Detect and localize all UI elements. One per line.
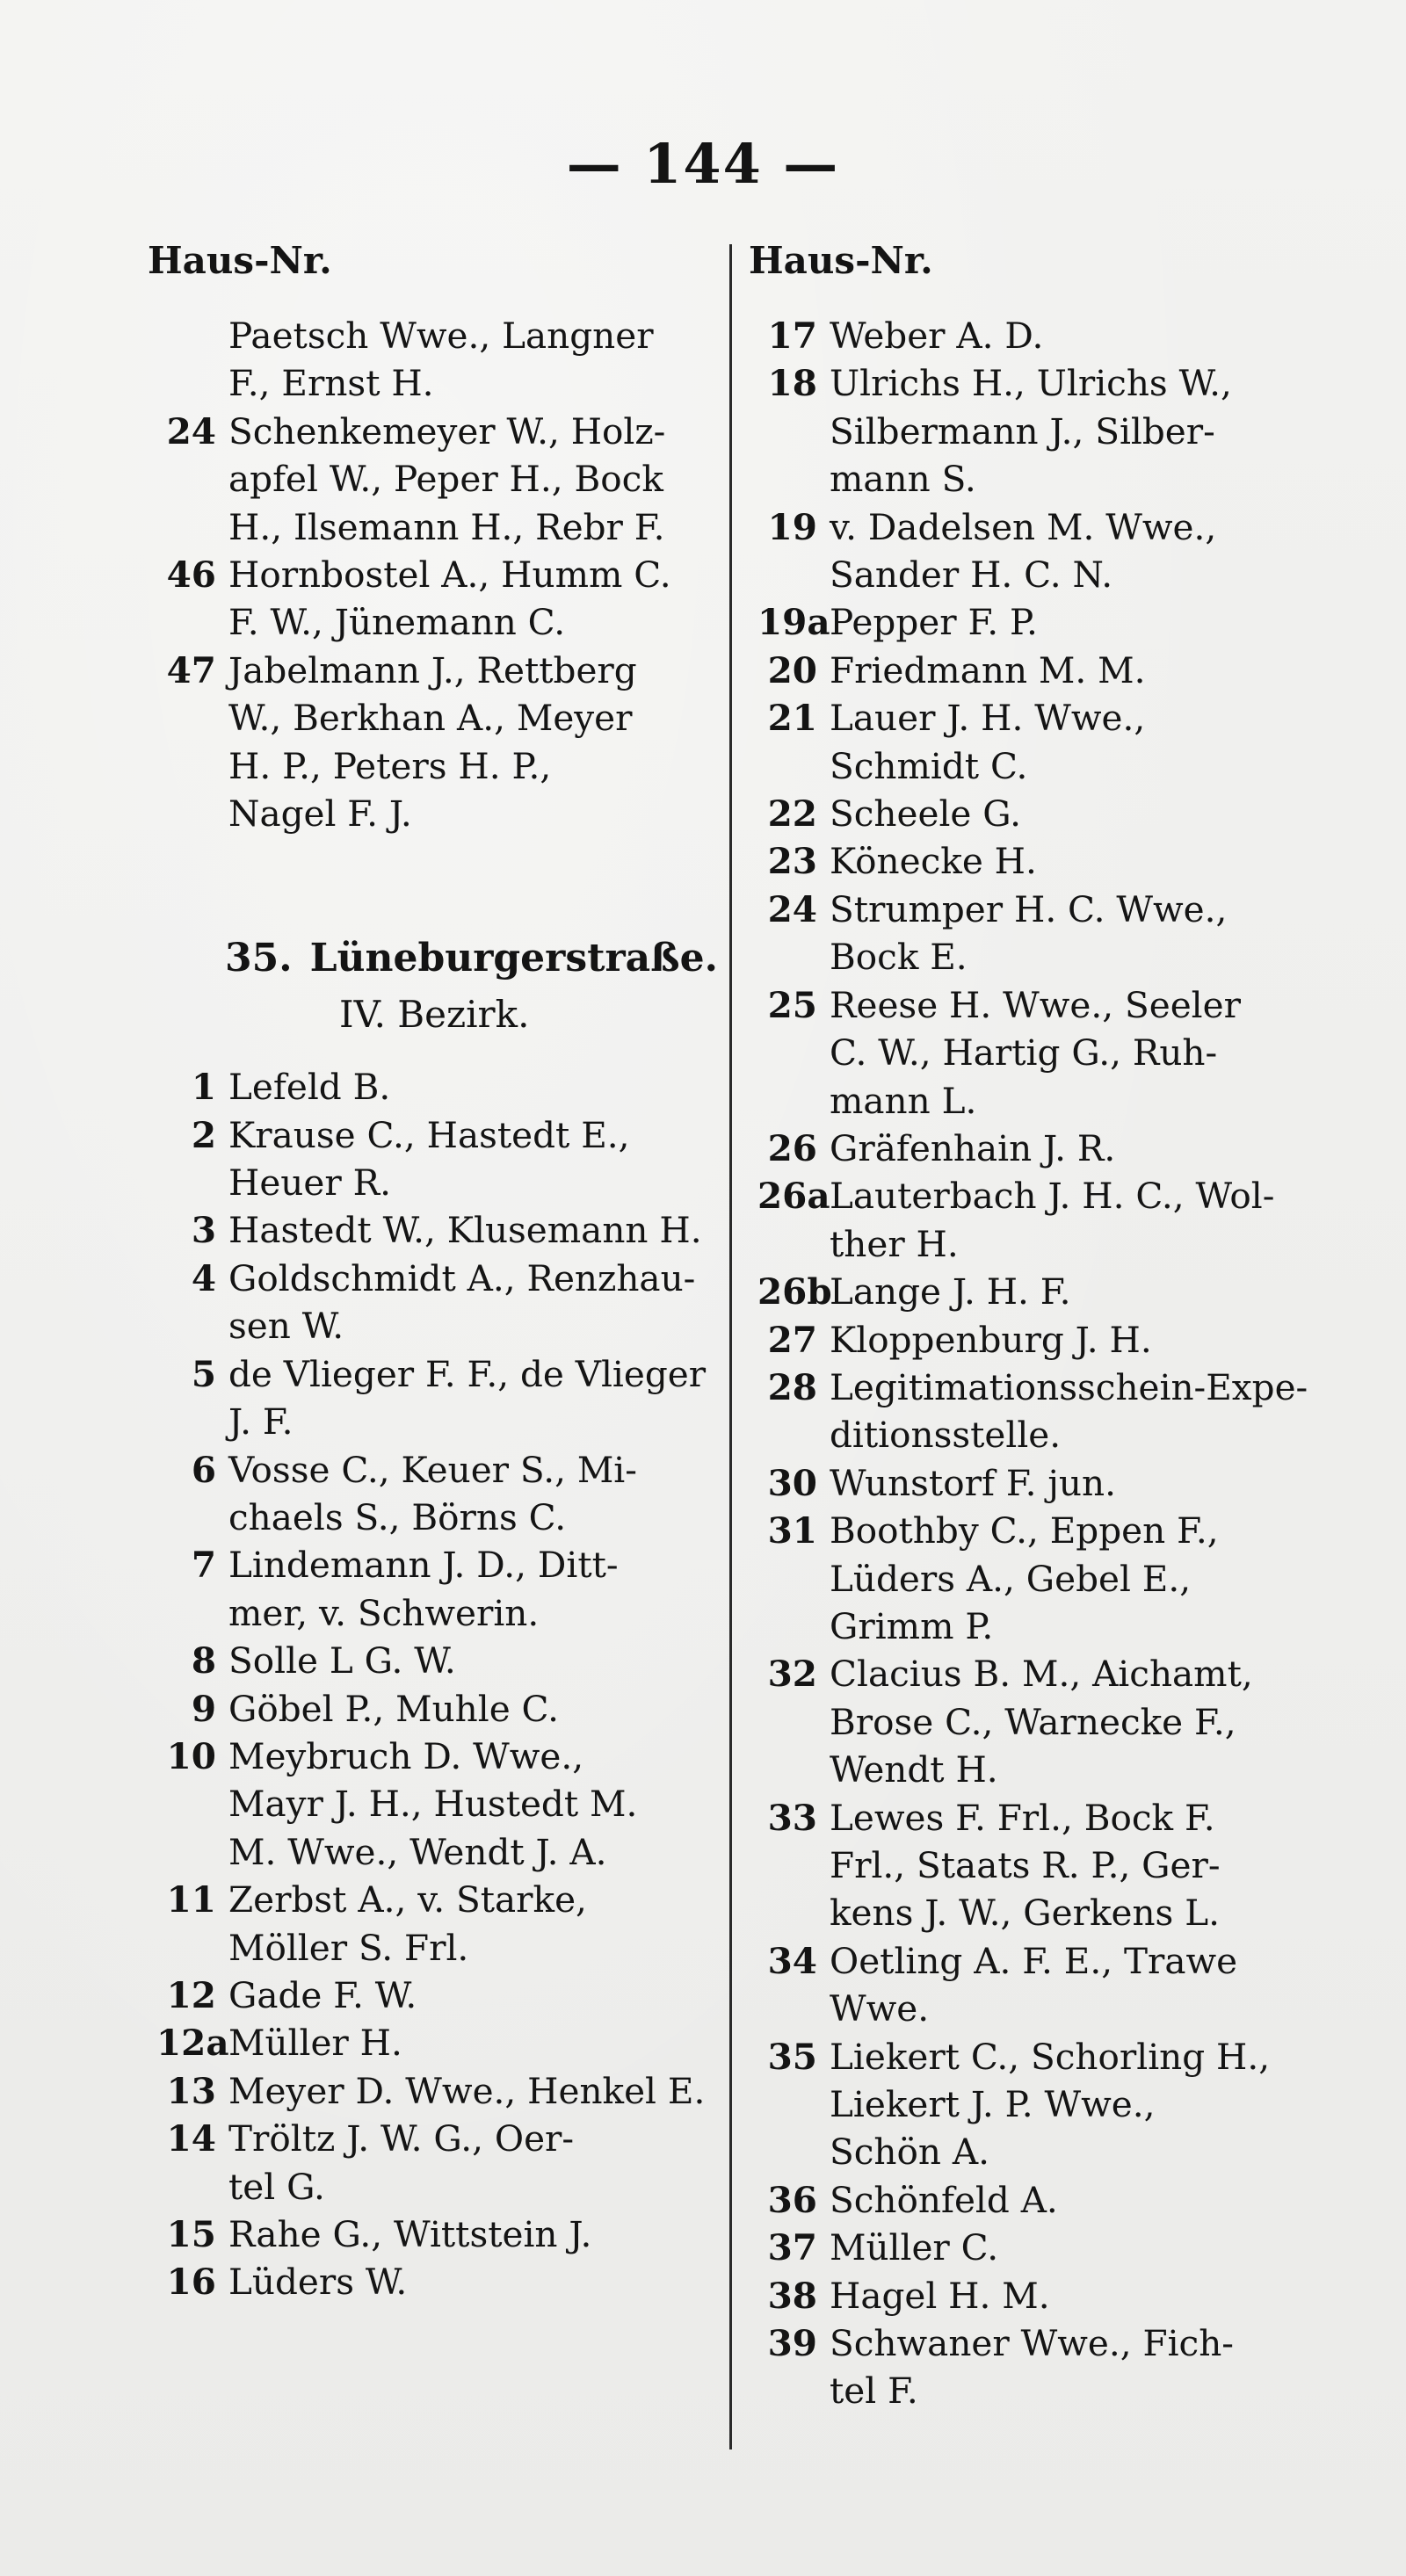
resident-names: Hagel H. M. (830, 2274, 1050, 2317)
address-entry (156, 1111, 728, 1207)
house-number: 24 (767, 887, 817, 930)
resident-names: Meybruch D. Wwe., Mayr J. H., Hustedt M. M. Wwe., Wendt J. A. (228, 1734, 638, 1873)
resident-names: Lauer J. H. Wwe., Schmidt C. (830, 697, 1146, 787)
resident-names: Schönfeld A. (830, 2178, 1058, 2221)
address-entry (757, 1268, 1329, 1315)
address-entry (156, 2258, 728, 2305)
address-entry (757, 2033, 1329, 2176)
resident-names: Könecke H. (830, 840, 1037, 883)
resident-names: Strumper H. C. Wwe., Bock E. (830, 887, 1228, 979)
house-number: 6 (191, 1448, 216, 1491)
address-entry (156, 1637, 728, 1684)
house-number: 13 (166, 2069, 216, 2112)
house-number: 38 (767, 2274, 817, 2317)
resident-names: Hornbostel A., Humm C. F. W., Jünemann C. (228, 554, 671, 644)
address-entry (757, 312, 1329, 359)
address-entry (757, 1172, 1329, 1268)
resident-names: Rahe G., Wittstein J. (228, 2213, 592, 2255)
resident-names: Meyer D. Wwe., Henkel E. (228, 2069, 706, 2112)
house-number: 26 (767, 1126, 817, 1169)
resident-names: Wunstorf F. jun. (830, 1461, 1116, 1504)
house-number: 31 (767, 1509, 817, 1552)
house-number: 37 (767, 2226, 817, 2269)
house-number: 23 (767, 840, 817, 883)
address-entry (757, 2319, 1329, 2415)
resident-names: Ulrichs H., Ulrichs W., Silbermann J., Silber- mann S. (830, 362, 1232, 501)
house-number: 47 (166, 648, 216, 691)
address-entry (757, 1794, 1329, 1937)
column-header-left: Haus-Nr. (148, 239, 332, 282)
address-entry (156, 1350, 728, 1446)
resident-names: Hastedt W., Klusemann H. (228, 1209, 702, 1252)
resident-names: Lange J. H. F. (830, 1270, 1071, 1313)
house-number: 7 (191, 1544, 216, 1587)
left-bottom-entries (156, 1063, 728, 2306)
resident-names: Müller H. (228, 2022, 402, 2065)
address-entry (156, 2067, 728, 2115)
resident-names: Oetling A. F. E., Trawe Wwe. (830, 1939, 1238, 2030)
address-entry (757, 647, 1329, 694)
house-number: 14 (166, 2117, 216, 2160)
address-entry (757, 694, 1329, 790)
address-entry (757, 1650, 1329, 1793)
address-entry (757, 1459, 1329, 1507)
house-number: 39 (767, 2322, 817, 2365)
house-number: 9 (191, 1687, 216, 1730)
house-number: 1 (191, 1066, 216, 1109)
house-number: 4 (191, 1256, 216, 1299)
house-number: 3 (191, 1209, 216, 1252)
house-number: 16 (166, 2261, 216, 2304)
address-entry (757, 886, 1329, 981)
section-number: 35. (225, 936, 293, 981)
house-number: 20 (767, 648, 817, 691)
resident-names: Tröltz J. W. G., Oer- tel G. (228, 2117, 575, 2208)
address-entry (757, 981, 1329, 1125)
section-spacer (156, 886, 728, 933)
section-title: Lüneburgerstraße. (309, 936, 718, 981)
resident-names: de Vlieger F. F., de Vlieger J. F. (228, 1352, 707, 1444)
resident-names: Reese H. Wwe., Seeler C. W., Hartig G., Ruh- mann L. (830, 983, 1241, 1122)
right-column (757, 312, 1329, 2415)
house-number: 35 (767, 2035, 817, 2078)
house-number: 5 (191, 1352, 216, 1395)
left-top-entries (156, 312, 728, 837)
address-entry (757, 503, 1329, 599)
house-number: 34 (767, 1939, 817, 1982)
resident-names: Lauterbach J. H. C., Wol- ther H. (830, 1175, 1275, 1265)
page-number: — 144 — (566, 132, 840, 196)
house-number: 10 (166, 1734, 216, 1777)
resident-names: Krause C., Hastedt E., Heuer R. (228, 1113, 630, 1205)
address-entry (757, 2176, 1329, 2224)
address-entry (156, 1063, 728, 1111)
resident-names: Schenkemeyer W., Holz- apfel W., Peper H., Bock H., Ilsemann H., Rebr F. (228, 409, 666, 548)
resident-names: Boothby C., Eppen F., Lüders A., Gebel E., Grimm P. (830, 1509, 1219, 1647)
resident-names: Gräfenhain J. R. (830, 1126, 1116, 1169)
resident-names: Weber A. D. (830, 315, 1044, 357)
address-entry (757, 790, 1329, 837)
address-entry (156, 1446, 728, 1542)
resident-names: Schwaner Wwe., Fich- tel F. (830, 2322, 1234, 2413)
resident-names: Legitimationsschein-Expe- ditionsstelle. (830, 1365, 1308, 1457)
house-number: 2 (191, 1113, 216, 1156)
address-entry (156, 551, 728, 647)
resident-names: Lüders W. (228, 2261, 408, 2304)
address-entry (757, 1125, 1329, 1172)
address-entry (156, 408, 728, 551)
address-entry (757, 598, 1329, 646)
house-number: 19a (757, 601, 830, 644)
house-number: 8 (191, 1639, 216, 1682)
resident-names: Solle L G. W. (228, 1639, 456, 1682)
address-entry (757, 2272, 1329, 2319)
house-number: 32 (767, 1653, 817, 1696)
resident-names: Friedmann M. M. (830, 648, 1146, 691)
house-number: 12a (156, 2022, 229, 2065)
address-entry (757, 2224, 1329, 2271)
house-number: 19 (767, 505, 817, 548)
house-number: 12 (166, 1973, 216, 2016)
house-number: 15 (166, 2213, 216, 2255)
house-number: 46 (166, 554, 216, 597)
right-entries (757, 312, 1329, 2415)
resident-names: Goldschmidt A., Renzhau- sen W. (228, 1256, 696, 1348)
resident-names: Lefeld B. (228, 1066, 391, 1109)
resident-names: Gade F. W. (228, 1973, 417, 2016)
section-heading (225, 933, 728, 984)
address-entry (156, 1733, 728, 1876)
address-entry (757, 1364, 1329, 1459)
address-entry (156, 1541, 728, 1637)
house-number: 33 (767, 1796, 817, 1839)
resident-names: v. Dadelsen M. Wwe., Sander H. C. N. (830, 505, 1217, 597)
house-number (156, 312, 228, 408)
left-column (156, 312, 728, 2306)
address-entry (757, 1316, 1329, 1364)
resident-names: Liekert C., Schorling H., Liekert J. P. Wwe., Schön A. (830, 2035, 1271, 2174)
house-number: 28 (767, 1365, 817, 1408)
resident-names: Pepper F. P. (830, 601, 1038, 644)
address-entry (156, 312, 728, 408)
address-entry (757, 1937, 1329, 2033)
resident-names: Göbel P., Muhle C. (228, 1687, 559, 1730)
address-entry (156, 2019, 728, 2066)
resident-names: Paetsch Wwe., Langner F., Ernst H. (228, 315, 654, 405)
section-spacer (156, 837, 728, 885)
address-entry (156, 2115, 728, 2211)
resident-names: Lewes F. Frl., Bock F. Frl., Staats R. P., Ger- kens J. W., Gerkens L. (830, 1796, 1221, 1935)
house-number: 30 (767, 1461, 817, 1504)
house-number: 27 (767, 1318, 817, 1361)
house-number: 25 (767, 983, 817, 1026)
house-number: 18 (767, 362, 817, 405)
house-number: 17 (767, 315, 817, 357)
house-number: 21 (767, 697, 817, 740)
address-entry (757, 1507, 1329, 1650)
resident-names: Vosse C., Keuer S., Mi- chaels S., Börns C. (228, 1448, 637, 1538)
column-header-right: Haus-Nr. (749, 239, 933, 282)
address-entry (757, 359, 1329, 503)
address-entry (757, 837, 1329, 885)
house-number: 36 (767, 2178, 817, 2221)
section-spacer (156, 1046, 728, 1063)
column-divider (729, 244, 732, 2449)
resident-names: Lindemann J. D., Ditt- mer, v. Schwerin. (228, 1544, 619, 1634)
address-entry (156, 1685, 728, 1733)
address-entry (156, 1972, 728, 2019)
house-number: 26a (757, 1175, 830, 1218)
address-entry (156, 1206, 728, 1254)
house-number: 22 (767, 792, 817, 836)
address-entry (156, 647, 728, 838)
house-number: 11 (166, 1878, 216, 1921)
resident-names: Kloppenburg J. H. (830, 1318, 1152, 1361)
resident-names: Müller C. (830, 2226, 999, 2269)
address-entry (156, 1255, 728, 1350)
house-number: 26b (757, 1270, 832, 1313)
house-number: 24 (166, 409, 216, 452)
address-entry (156, 1876, 728, 1972)
district-heading: IV. Bezirk. (339, 993, 530, 1037)
resident-names: Scheele G. (830, 792, 1022, 836)
resident-names: Clacius B. M., Aichamt, Brose C., Warnecke F., Wendt H. (830, 1653, 1253, 1791)
address-entry (156, 2211, 728, 2258)
resident-names: Zerbst A., v. Starke, Möller S. Frl. (228, 1878, 587, 1969)
resident-names: Jabelmann J., Rettberg W., Berkhan A., Meyer H. P., Peters H. P., Nagel F. J. (228, 648, 637, 836)
